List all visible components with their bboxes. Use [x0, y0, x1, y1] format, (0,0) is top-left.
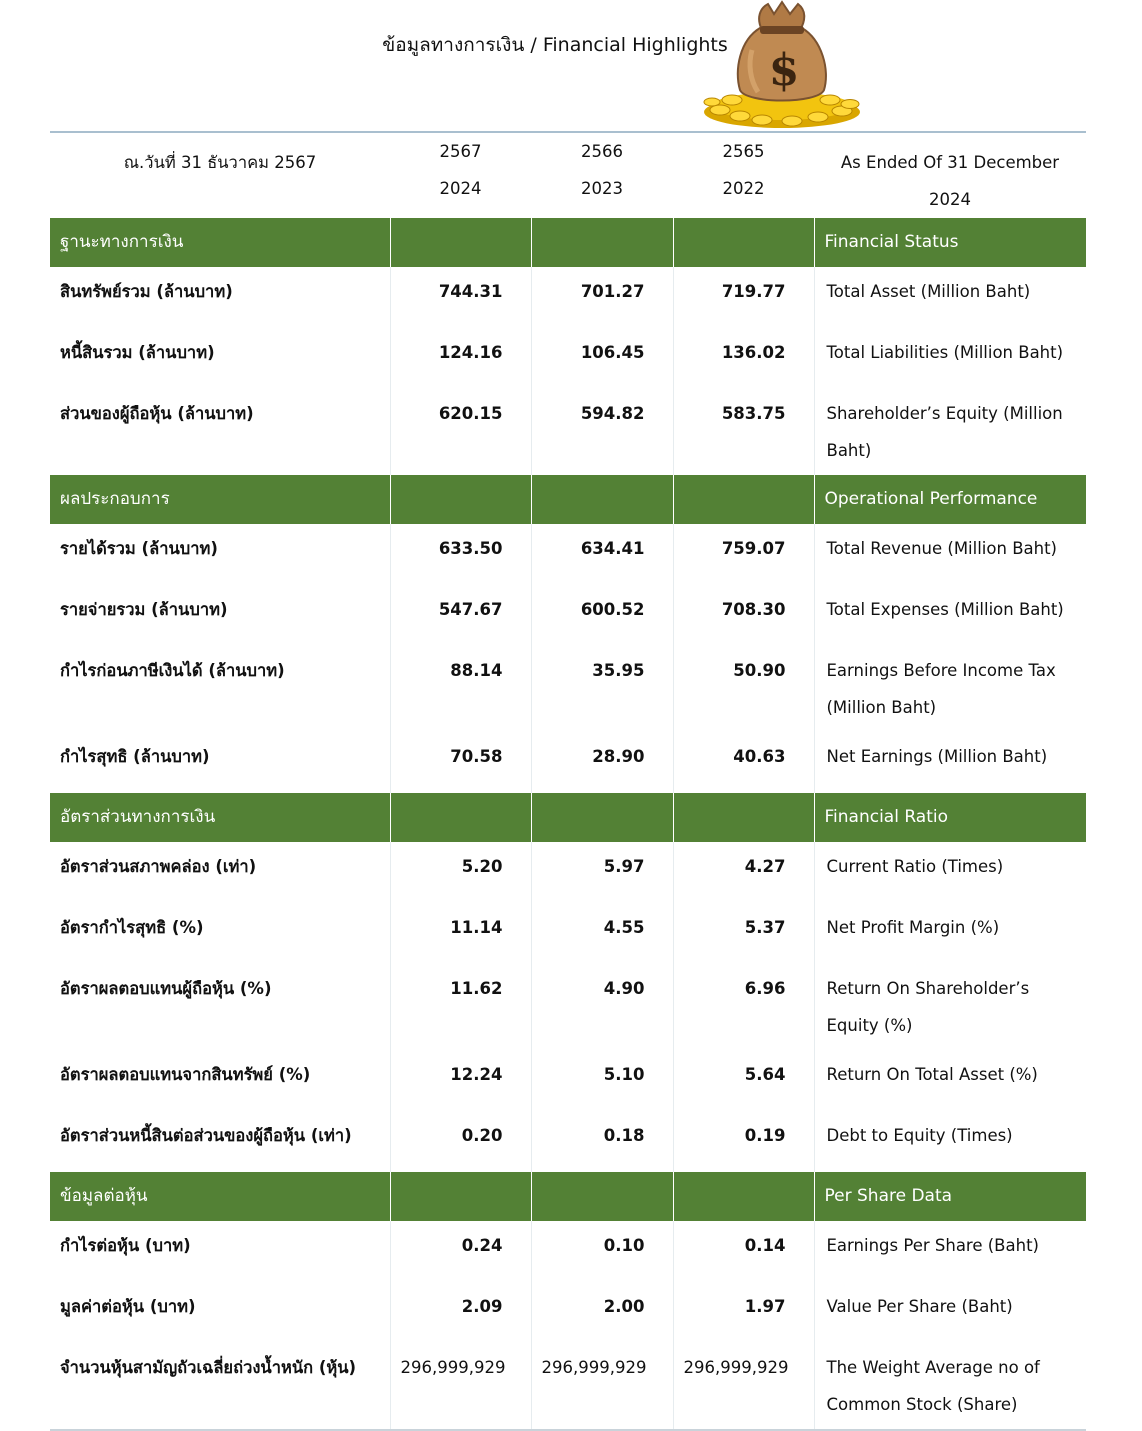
value-year-2: 5.97	[531, 842, 673, 903]
value-year-3: 0.14	[673, 1221, 814, 1282]
row-label-en: Earnings Before Income Tax (Million Baht)	[814, 646, 1086, 732]
value-year-2: 2.00	[531, 1282, 673, 1343]
row-label-en: Net Profit Margin (%)	[814, 903, 1086, 964]
section-title-en: Financial Ratio	[814, 793, 1086, 842]
value-year-3: 1.97	[673, 1282, 814, 1343]
row-label-th: มูลค่าต่อหุ้น (บาท)	[60, 1297, 196, 1316]
row-label-en: Earnings Per Share (Baht)	[814, 1221, 1086, 1282]
table-row	[50, 524, 1086, 585]
value-year-2: 600.52	[531, 585, 673, 646]
header-row	[50, 132, 1086, 218]
row-label-th: ส่วนของผู้ถือหุ้น (ล้านบาท)	[60, 404, 254, 423]
table-row	[50, 1282, 1086, 1343]
money-bag-with-gold-coins-icon	[700, 0, 865, 135]
row-label-en: Return On Total Asset (%)	[814, 1050, 1086, 1111]
row-label-en: Return On Shareholder’s Equity (%)	[814, 964, 1086, 1050]
value-year-1: 70.58	[390, 732, 531, 793]
section-blank	[531, 218, 673, 267]
value-year-3: 296,999,929	[673, 1343, 814, 1430]
value-year-3: 50.90	[673, 646, 814, 732]
section-title-th: ข้อมูลต่อหุ้น	[50, 1172, 390, 1221]
header-date-en: As Ended Of 31 December 2024	[840, 153, 1060, 209]
table-row	[50, 585, 1086, 646]
value-year-1: 547.67	[390, 585, 531, 646]
section-header-row	[50, 793, 1086, 842]
section-title-th: ผลประกอบการ	[50, 475, 390, 524]
value-year-1: 2.09	[390, 1282, 531, 1343]
header-year-1: 2567 2024	[439, 142, 482, 198]
table-row	[50, 1343, 1086, 1430]
value-year-1: 0.20	[390, 1111, 531, 1172]
value-year-3: 5.64	[673, 1050, 814, 1111]
row-label-th: สินทรัพย์รวม (ล้านบาท)	[60, 282, 233, 301]
value-year-2: 594.82	[531, 389, 673, 475]
row-label-th: อัตราผลตอบแทนจากสินทรัพย์ (%)	[60, 1065, 311, 1084]
value-year-3: 719.77	[673, 267, 814, 328]
value-year-3: 136.02	[673, 328, 814, 389]
header-year-3: 2565 2022	[722, 142, 765, 198]
value-year-1: 620.15	[390, 389, 531, 475]
financial-highlights-table	[50, 131, 1086, 1431]
table-row	[50, 267, 1086, 328]
section-header-row	[50, 218, 1086, 267]
value-year-3: 759.07	[673, 524, 814, 585]
table-row	[50, 1050, 1086, 1111]
value-year-1: 11.14	[390, 903, 531, 964]
section-title-th: ฐานะทางการเงิน	[50, 218, 390, 267]
value-year-2: 296,999,929	[531, 1343, 673, 1430]
value-year-3: 4.27	[673, 842, 814, 903]
value-year-2: 0.10	[531, 1221, 673, 1282]
value-year-2: 634.41	[531, 524, 673, 585]
table-row	[50, 1221, 1086, 1282]
page-title: ข้อมูลทางการเงิน / Financial Highlights	[382, 34, 728, 56]
value-year-2: 28.90	[531, 732, 673, 793]
value-year-1: 88.14	[390, 646, 531, 732]
section-blank	[390, 218, 531, 267]
section-blank	[673, 793, 814, 842]
value-year-2: 106.45	[531, 328, 673, 389]
row-label-th: กำไรสุทธิ (ล้านบาท)	[60, 747, 210, 766]
row-label-th: กำไรต่อหุ้น (บาท)	[60, 1236, 191, 1255]
value-year-1: 0.24	[390, 1221, 531, 1282]
section-title-en: Operational Performance	[814, 475, 1086, 524]
table-row	[50, 328, 1086, 389]
value-year-2: 4.55	[531, 903, 673, 964]
value-year-3: 6.96	[673, 964, 814, 1050]
row-label-th: อัตราส่วนสภาพคล่อง (เท่า)	[60, 857, 257, 876]
section-blank	[531, 475, 673, 524]
value-year-3: 0.19	[673, 1111, 814, 1172]
section-blank	[673, 1172, 814, 1221]
value-year-1: 11.62	[390, 964, 531, 1050]
row-label-en: Total Expenses (Million Baht)	[814, 585, 1086, 646]
row-label-th: จำนวนหุ้นสามัญถัวเฉลี่ยถ่วงน้ำหนัก (หุ้น)	[60, 1358, 357, 1377]
row-label-en: Net Earnings (Million Baht)	[814, 732, 1086, 793]
row-label-en: The Weight Average no of Common Stock (Share)	[814, 1343, 1086, 1430]
section-blank	[531, 793, 673, 842]
value-year-1: 296,999,929	[390, 1343, 531, 1430]
section-blank	[531, 1172, 673, 1221]
section-blank	[390, 793, 531, 842]
table-row	[50, 389, 1086, 475]
section-title-en: Per Share Data	[814, 1172, 1086, 1221]
table-row	[50, 646, 1086, 732]
row-label-en: Total Asset (Million Baht)	[814, 267, 1086, 328]
row-label-th: หนี้สินรวม (ล้านบาท)	[60, 343, 215, 362]
section-blank	[390, 475, 531, 524]
section-blank	[673, 218, 814, 267]
value-year-3: 5.37	[673, 903, 814, 964]
header-year-2: 2566 2023	[581, 142, 623, 198]
row-label-th: อัตราผลตอบแทนผู้ถือหุ้น (%)	[60, 979, 272, 998]
value-year-2: 35.95	[531, 646, 673, 732]
section-title-th: อัตราส่วนทางการเงิน	[50, 793, 390, 842]
table-row	[50, 1111, 1086, 1172]
row-label-en: Total Liabilities (Million Baht)	[814, 328, 1086, 389]
value-year-1: 124.16	[390, 328, 531, 389]
value-year-1: 5.20	[390, 842, 531, 903]
section-blank	[673, 475, 814, 524]
row-label-en: Shareholder’s Equity (Million Baht)	[814, 389, 1086, 475]
table-row	[50, 842, 1086, 903]
table-row	[50, 732, 1086, 793]
row-label-th: รายได้รวม (ล้านบาท)	[60, 539, 218, 558]
table-row	[50, 903, 1086, 964]
value-year-2: 5.10	[531, 1050, 673, 1111]
table-row	[50, 964, 1086, 1050]
value-year-1: 633.50	[390, 524, 531, 585]
row-label-en: Debt to Equity (Times)	[814, 1111, 1086, 1172]
row-label-th: อัตราส่วนหนี้สินต่อส่วนของผู้ถือหุ้น (เท่า)	[60, 1126, 352, 1145]
section-header-row	[50, 1172, 1086, 1221]
row-label-th: กำไรก่อนภาษีเงินได้ (ล้านบาท)	[60, 661, 285, 680]
dollar-sign: $	[768, 45, 800, 96]
section-header-row	[50, 475, 1086, 524]
header-date-th: ณ.วันที่ 31 ธันวาคม 2567	[123, 153, 317, 172]
value-year-2: 701.27	[531, 267, 673, 328]
value-year-3: 708.30	[673, 585, 814, 646]
value-year-1: 744.31	[390, 267, 531, 328]
value-year-3: 40.63	[673, 732, 814, 793]
value-year-3: 583.75	[673, 389, 814, 475]
row-label-th: อัตรากำไรสุทธิ (%)	[60, 918, 204, 937]
section-blank	[390, 1172, 531, 1221]
value-year-2: 4.90	[531, 964, 673, 1050]
value-year-2: 0.18	[531, 1111, 673, 1172]
row-label-en: Current Ratio (Times)	[814, 842, 1086, 903]
row-label-en: Value Per Share (Baht)	[814, 1282, 1086, 1343]
value-year-1: 12.24	[390, 1050, 531, 1111]
row-label-en: Total Revenue (Million Baht)	[814, 524, 1086, 585]
row-label-th: รายจ่ายรวม (ล้านบาท)	[60, 600, 228, 619]
section-title-en: Financial Status	[814, 218, 1086, 267]
